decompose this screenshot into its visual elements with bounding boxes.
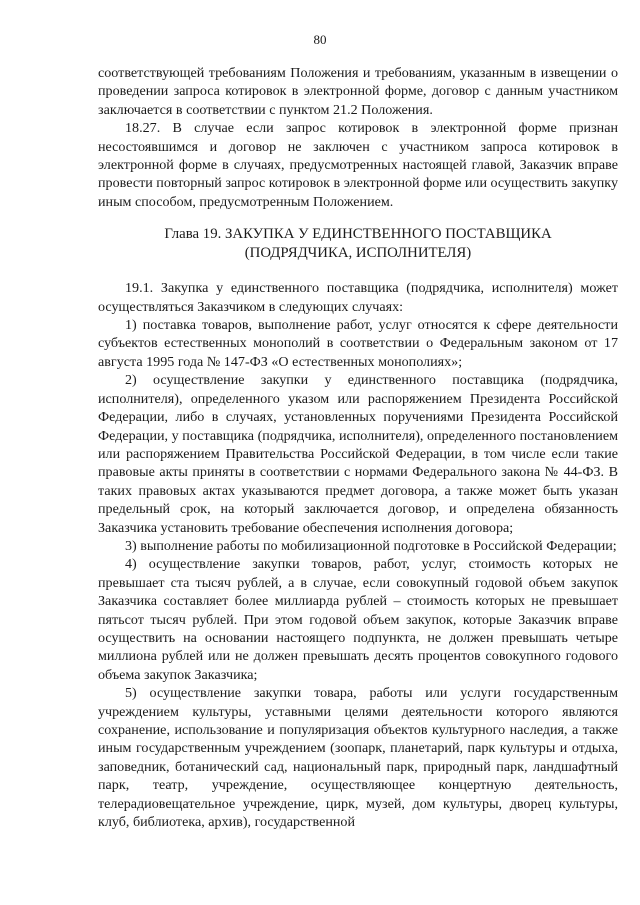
chapter-title-line-1: Глава 19. ЗАКУПКА У ЕДИНСТВЕННОГО ПОСТАВЩИКА (164, 226, 552, 243)
list-item-2: 2) осуществление закупки у единственного поставщика (подрядчика, исполнителя), определенного указом или распоряжением Президента Российской Федерации, либо в случаях, установленных поручениями Президента Российской Федерации, у поставщика (подрядчика, исполнителя), определенного постановлением или распоряжением Правительства Российской Федерации, в том числе если такие правовые акты приняты в соответствии с нормами Федерального закона № 44-ФЗ. В таких правовых актах указываются предмет договора, а также может быть указан предельный срок, на который заключается договор, и определена обязанность Заказчика установить требование обеспечения исполнения договора; (98, 372, 618, 536)
document-body (98, 64, 618, 831)
chapter-heading (98, 225, 618, 263)
list-item-3: 3) выполнение работы по мобилизационной подготовке в Российской Федерации; (125, 537, 617, 554)
paragraph-continuation: соответствующей требованиям Положения и требованиям, указанным в извещении о проведении запроса котировок в электронной форме, договор с данным участником заключается в соответствии с пунктом 21.2 Положения. (98, 65, 618, 118)
list-item-4: 4) осуществление закупки товаров, работ, услуг, стоимость которых не превышает ста тысяч рублей, а в случае, если совокупный годовой объем закупок Заказчика составляет более миллиарда рублей – стоимость которых не превышает пятьсот тысяч рублей. При этом годовой объем закупок, которые Заказчик вправе осуществить на основании настоящего подпункта, не должен превышать четыре миллиона рублей или не должен превышать десять процентов совокупного годового объема закупок Заказчика; (98, 556, 618, 683)
page-number: 80 (313, 32, 327, 47)
list-item-1: 1) поставка товаров, выполнение работ, услуг относятся к сфере деятельности субъектов естественных монополий в соответствии о Федеральным законом от 17 августа 1995 года № 147-ФЗ «О естественных монополиях»; (98, 317, 618, 370)
chapter-title-line-2: (ПОДРЯДЧИКА, ИСПОЛНИТЕЛЯ) (244, 245, 472, 262)
paragraph-19-1: 19.1. Закупка у единственного поставщика (подрядчика, исполнителя) может осуществляться Заказчиком в следующих случаях: (98, 280, 618, 315)
paragraph-18-27: 18.27. В случае если запрос котировок в электронной форме признан несостоявшимся и договор не заключен с участником запроса котировок в электронной форме в случаях, предусмотренных настоящей главой, Заказчик вправе провести повторный запрос котировок в электронной форме или осуществить закупку иным способом, предусмотренным Положением. (98, 120, 618, 210)
list-item-5: 5) осуществление закупки товара, работы или услуги государственным учреждением культуры, уставными целями деятельности которого являются сохранение, использование и популяризация объектов культурного наследия, а также иным государственным учреждением (зоопарк, планетарий, парк культуры и отдыха, заповедник, ботанический сад, национальный парк, природный парк, ландшафтный парк, театр, учреждение, осуществляющее концертную деятельность, телерадиовещательное учреждение, цирк, музей, дом культуры, дворец культуры, клуб, библиотека, архив), государственной (98, 685, 618, 831)
